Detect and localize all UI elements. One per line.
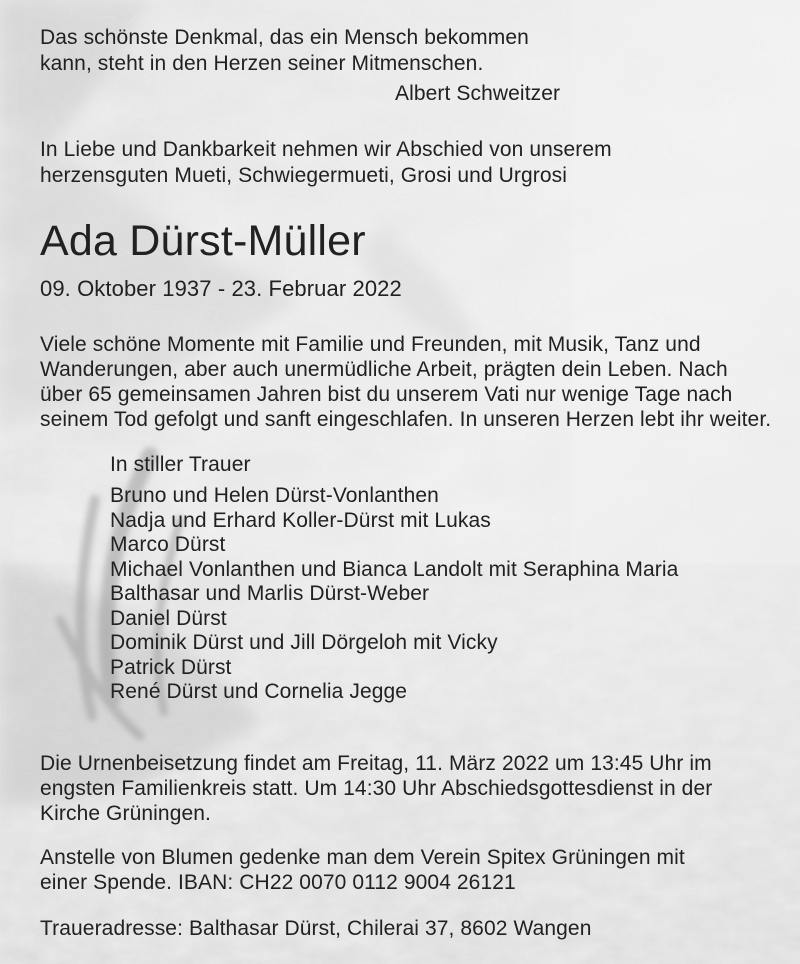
tribute-paragraph bbox=[40, 332, 771, 432]
quote bbox=[40, 25, 529, 77]
intro-paragraph bbox=[40, 137, 612, 189]
deceased-name: Ada Dürst-Müller bbox=[40, 217, 366, 265]
mourner-name: René Dürst und Cornelia Jegge bbox=[110, 680, 408, 703]
service-line: engsten Familienkreis statt. Um 14:30 Uhr Abschiedsgottesdienst in der bbox=[40, 777, 713, 800]
mourner-name: Bruno und Helen Dürst-Vonlanthen bbox=[110, 484, 439, 507]
mourner-name: Nadja und Erhard Koller-Dürst mit Lukas bbox=[110, 508, 491, 532]
mourner-name: Daniel Dürst bbox=[110, 606, 227, 630]
mourner-name: Balthasar und Marlis Dürst-Weber bbox=[110, 582, 430, 605]
mourner-name: Marco Dürst bbox=[110, 533, 226, 556]
service-line: Die Urnenbeisetzung findet am Freitag, 11. März 2022 um 13:45 Uhr im bbox=[40, 752, 712, 775]
donation-info bbox=[40, 845, 685, 895]
mourner-name: Patrick Dürst bbox=[110, 655, 232, 679]
donation-line: Anstelle von Blumen gedenke man dem Verein Spitex Grüningen mit bbox=[40, 846, 685, 869]
tribute-line: Viele schöne Momente mit Familie und Freunden, mit Musik, Tanz und bbox=[40, 333, 701, 356]
mourner-name: Dominik Dürst und Jill Dörgeloh mit Vicky bbox=[110, 631, 498, 654]
mourning-address: Traueradresse: Balthasar Dürst, Chilerai 37, 8602 Wangen bbox=[40, 917, 592, 940]
quote-line: kann, steht in den Herzen seiner Mitmenschen. bbox=[40, 52, 484, 75]
mourning-heading: In stiller Trauer bbox=[110, 453, 251, 476]
tribute-line: Wanderungen, aber auch unermüdliche Arbeit, prägten dein Leben. Nach bbox=[40, 358, 728, 381]
quote-attribution: Albert Schweitzer bbox=[395, 82, 561, 105]
mourner-name: Michael Vonlanthen und Bianca Landolt mit Seraphina Maria bbox=[110, 557, 679, 581]
tribute-line: über 65 gemeinsamen Jahren bist du unserem Vati nur wenige Tage nach bbox=[40, 383, 733, 406]
tribute-line: seinem Tod gefolgt und sanft eingeschlafen. In unseren Herzen lebt ihr weiter. bbox=[40, 408, 772, 431]
service-line: Kirche Grüningen. bbox=[40, 802, 211, 825]
mourners-list bbox=[110, 484, 678, 705]
intro-line: herzensguten Mueti, Schwiegermueti, Grosi und Urgrosi bbox=[40, 164, 568, 187]
service-info bbox=[40, 751, 712, 826]
life-dates: 09. Oktober 1937 - 23. Februar 2022 bbox=[40, 276, 402, 301]
intro-line: In Liebe und Dankbarkeit nehmen wir Abschied von unserem bbox=[40, 138, 612, 161]
quote-line: Das schönste Denkmal, das ein Mensch bekommen bbox=[40, 26, 529, 49]
donation-line: einer Spende. IBAN: CH22 0070 0112 9004 26121 bbox=[40, 871, 516, 894]
